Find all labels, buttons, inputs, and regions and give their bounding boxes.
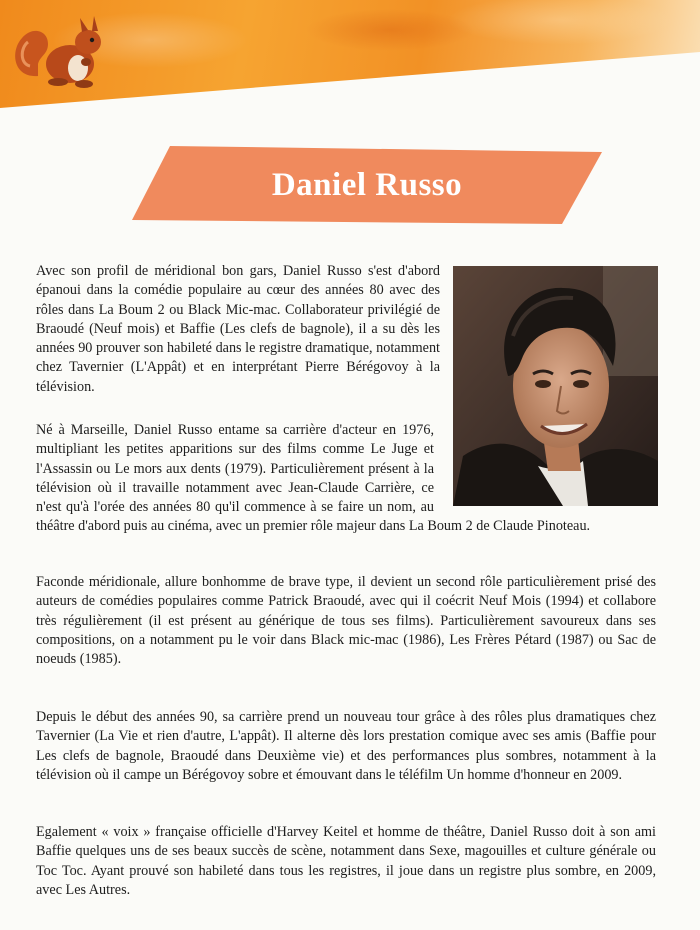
paragraph-1: Avec son profil de méridional bon gars, Daniel Russo s'est d'abord épanoui dans la comédie populaire au cœur des années 80 avec des rôles dans La Boum 2 ou Black Mic-mac. Collaborateur privilégié de Braoudé (Neuf mois) et Baffie (Les clefs de bagnole), il a su dès les années 90 prouver son habileté dans le registre dramatique, notamment chez Tavernier (L'Appât) et en interprétant Pierre Bérégovoy à la télévision. bbox=[36, 263, 440, 395]
paragraph-2-text: Né à Marseille, Daniel Russo entame sa carrière d'acteur en 1976, multipliant les petites apparitions sur des films comme Le Juge et l'Assassin ou Le mors aux dents (1979). Particulièrement présent à la télévision où il travaille notamment avec Jean-Claude Carrière, ce n'est qu'à l'orée des années 80 qu'il commence à se faire un nom, au théâtre d'abord puis au cinéma, avec un premier rôle majeur dans La Boum 2 de Claude Pinoteau. bbox=[36, 422, 591, 535]
squirrel-icon bbox=[8, 6, 113, 96]
paragraph-2 bbox=[36, 421, 656, 537]
paragraph-3: Faconde méridionale, allure bonhomme de brave type, il devient un second rôle particulièrement prisé des auteurs de comédies populaires comme Patrick Braoudé, avec qui il coécrit Neuf Mois (1994) et collabore très régulièrement (il est présent au générique de tous ses films). Particulièrement savoureux dans ses compositions, on a notamment pu le voir dans Black mic-mac (1986), Les Frères Pétard (1987) ou Sac de noeuds (1985). bbox=[36, 574, 656, 668]
title-banner bbox=[132, 146, 602, 224]
paragraph-4: Depuis le début des années 90, sa carrière prend un nouveau tour grâce à des rôles plus dramatiques chez Tavernier (La Vie et rien d'autre, L'appât). Il alterne dès lors prestation comique avec ses amis (Baffie pour Les clefs de bagnole, Braoudé dans Deuxième vie) et des performances plus sombres, notamment à la télévision où il campe un Bérégovoy sobre et émouvant dans le téléfilm Un homme d'honneur en 2009. bbox=[36, 709, 656, 783]
photo-wrap-spacer bbox=[434, 421, 656, 515]
page-title: Daniel Russo bbox=[271, 166, 463, 203]
paragraph-5: Egalement « voix » française officielle d'Harvey Keitel et homme de théâtre, Daniel Russo doit à son ami Baffie quelques uns de ses beaux succès de scène, notamment dans Sexe, magouilles et culture générale ou Toc Toc. Ayant prouvé son habileté dans tous les registres, il joue dans un registre plus sombre, en 2009, avec Les Autres. bbox=[36, 824, 656, 898]
